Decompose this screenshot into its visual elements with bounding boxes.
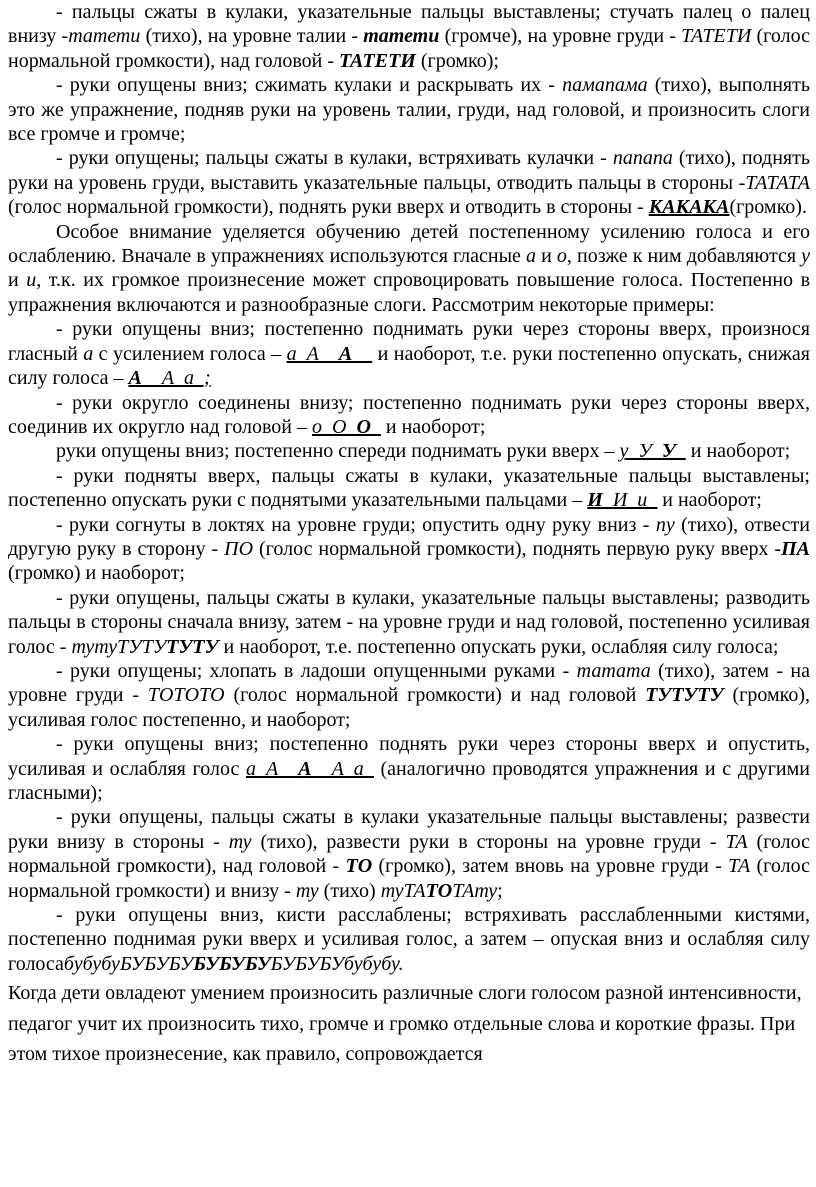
text-run: - руки округло соединены внизу; постепенно поднимать руки через стороны вверх, соединив их округло над головой – — [8, 391, 810, 438]
text-run: руки опущены вниз; постепенно спереди поднимать руки вверх – — [56, 440, 620, 463]
text-run: Когда дети овладеют умением произносить различные слоги голосом разной интенсивности, педагог учит их произносить тихо, громче и громко отдельные слова и короткие фразы. При этом тихое произнесение, как правило, сопровождается — [8, 982, 802, 1066]
text-run: - руки опущены; хлопать в ладоши опущенными руками - — [56, 659, 577, 682]
emphasis-text: ТА — [728, 855, 751, 878]
emphasis-text: БУБУБУбубубу. — [270, 952, 404, 975]
text-run: - руки подняты вверх, пальцы сжаты в кулаки, указательные пальцы выставлены; постепенно опускать руки с поднятыми указательными пальцами – — [8, 464, 810, 512]
emphasis-text: КАКАКА — [648, 196, 730, 219]
text-run: (тихо), отвести другую руку в сторону - — [8, 513, 810, 560]
emphasis-text: А — [128, 367, 142, 390]
emphasis-text: ТУТУТУ — [645, 684, 724, 707]
emphasis-text: а — [83, 342, 94, 365]
emphasis-text: ту — [228, 830, 252, 853]
emphasis-text: ТА — [725, 830, 748, 853]
emphasis-text: ТО — [345, 855, 373, 878]
emphasis-text: __А_а_; — [141, 367, 211, 390]
emphasis-text: У_ — [661, 440, 686, 463]
emphasis-text: А__ — [338, 342, 373, 365]
paragraph — [8, 146, 810, 219]
emphasis-text: а_А__ — [246, 757, 299, 780]
text-run: и наоборот; — [380, 415, 486, 438]
text-run: (громче), на уровне груди - — [439, 25, 682, 48]
text-run: - руки согнуты в локтях на уровне груди; опустить одну руку вниз - — [56, 513, 656, 536]
paragraph — [8, 903, 810, 976]
text-run: и наоборот; — [657, 489, 762, 512]
text-run: - руки опущены вниз; постепенно поднять руки через стороны вверх и опустить, усиливая и ослабляя голос — [8, 733, 810, 780]
emphasis-text: у_У_ — [619, 440, 662, 463]
text-run: (громко). — [729, 196, 807, 219]
emphasis-text: ТУТУ — [166, 635, 219, 658]
emphasis-text: о — [556, 245, 567, 268]
emphasis-text: ТОТОТО — [147, 684, 225, 707]
text-run: (голос нормальной громкости) и над головой — [224, 684, 646, 707]
emphasis-text: папапа — [612, 147, 673, 170]
paragraph — [8, 659, 810, 732]
paragraph — [8, 220, 810, 318]
text-run: и — [536, 245, 557, 268]
text-run: - пальцы сжаты в кулаки, указательные пальцы выставлены; стучать палец о палец внизу - — [8, 1, 810, 48]
paragraph — [8, 978, 810, 1070]
text-run: - руки опущены вниз; постепенно поднимать руки через стороны вверх, произнося гласный — [8, 318, 810, 365]
text-run: , т.к. их громкое произнесение может спровоцировать повышение голоса. Постепенно в упражнения включаются и разнообразные слоги. Рассмотрим некоторые примеры: — [8, 269, 811, 316]
paragraph — [8, 439, 810, 463]
paragraph — [8, 0, 810, 73]
emphasis-text: памапама — [562, 74, 648, 97]
emphasis-text: А — [298, 757, 312, 780]
text-run: - руки опущены, пальцы сжаты в кулаки, указательные пальцы выставлены; разводить пальцы в стороны сначала внизу, затем - на уровне груди и над головой, постепенно усиливая голос - — [8, 586, 810, 658]
text-run: (тихо), на уровне талии - — [140, 25, 364, 48]
emphasis-text: у — [801, 245, 811, 268]
paragraph — [8, 464, 810, 513]
text-run: (громко), затем вновь на уровне груди - — [372, 855, 729, 878]
text-run: - руки опущены вниз; сжимать кулаки и раскрывать их - — [56, 74, 563, 97]
text-run: и — [8, 269, 27, 292]
emphasis-text: О_ — [356, 415, 381, 438]
emphasis-text: о_О_ — [311, 415, 357, 438]
text-run: - руки опущены вниз, кисти расслаблены; встряхивать расслабленными кистями, постепенно поднимая руки вверх и усиливая голос, а затем – опуская вниз и ослабляя силу голоса — [8, 904, 810, 975]
text-run: и наоборот, т.е. руки постепенно опускать, снижая силу голоса – — [8, 342, 811, 390]
text-run: (тихо), выполнять это же упражнение, подняв руки на уровень талии, груди, над головой, и произносить слоги все громче и громче; — [8, 74, 810, 146]
emphasis-text: бубубуБУБУБУ — [63, 952, 194, 975]
emphasis-text: ТО — [425, 879, 453, 902]
text-run: , позже к ним добавляются — [566, 245, 802, 268]
emphasis-text: __А_а_ — [311, 757, 374, 780]
emphasis-text: ПА — [781, 537, 810, 560]
emphasis-text: И_ — [587, 489, 613, 512]
text-run: (аналогично проводятся упражнения и с другими гласными); — [8, 757, 810, 804]
emphasis-text: ту — [295, 879, 319, 902]
emphasis-text: ТАТЕТИ — [339, 49, 416, 72]
emphasis-text: татети — [363, 25, 440, 48]
text-run: (тихо), поднять руки на уровень груди, выставить указательные пальцы, отводить пальцы в стороны - — [8, 147, 810, 194]
text-run: (голос нормальной громкости), над головой - — [8, 25, 810, 72]
text-run: (тихо), развести руки в стороны на уровне груди - — [251, 830, 726, 853]
text-run: Особое внимание уделяется обучению детей постепенному усилению голоса и его ослаблению. Вначале в упражнениях используются гласные — [8, 220, 810, 268]
emphasis-text: татата — [576, 659, 651, 682]
text-run: ; — [497, 879, 503, 902]
emphasis-text: пу — [655, 513, 675, 536]
emphasis-text: ТАТАТА — [745, 171, 810, 194]
paragraph — [8, 732, 810, 805]
text-run: (громко); — [415, 49, 499, 72]
text-run: (тихо), затем - на уровне груди - — [8, 659, 810, 707]
text-run: (голос нормальной громкости), поднять первую руку вверх - — [253, 537, 782, 560]
emphasis-text: а — [526, 245, 537, 268]
emphasis-text: и — [26, 269, 37, 292]
emphasis-text: ПО — [224, 537, 254, 560]
paragraph — [8, 317, 810, 390]
emphasis-text: туТА — [380, 879, 426, 902]
text-run: (громко), усиливая голос постепенно, и наоборот; — [8, 684, 810, 731]
paragraph — [8, 513, 810, 586]
emphasis-text: татети — [68, 25, 141, 48]
text-run: - руки опущены, пальцы сжаты в кулаки указательные пальцы выставлены; развести руки внизу в стороны - — [8, 806, 810, 853]
emphasis-text: а_А__ — [286, 342, 339, 365]
text-run: с усилением голоса – — [93, 342, 287, 365]
paragraph — [8, 391, 810, 440]
text-run: (голос нормальной громкости), поднять руки вверх и отводить в стороны - — [8, 196, 649, 219]
paragraph — [8, 586, 810, 659]
emphasis-text: БУБУБУ — [193, 952, 271, 975]
text-run: - руки опущены; пальцы сжаты в кулаки, встряхивать кулачки - — [56, 147, 613, 170]
text-run: (тихо) — [318, 879, 381, 902]
text-run: и наоборот; — [685, 440, 791, 463]
text-run: и наоборот, т.е. постепенно опускать руки, ослабляя силу голоса; — [218, 635, 779, 658]
emphasis-text: ТАту — [452, 879, 498, 902]
emphasis-text: ТАТЕТИ — [681, 25, 752, 48]
text-run: (громко) и наоборот; — [8, 562, 185, 585]
text-run: (голос нормальной громкости), над головой - — [8, 830, 810, 878]
paragraph — [8, 73, 810, 146]
emphasis-text: тутуТУТУ — [71, 635, 167, 658]
paragraph — [8, 805, 810, 903]
text-run: (голос нормальной громкости) и внизу - — [8, 855, 810, 902]
emphasis-text: И_и_ — [612, 489, 658, 512]
